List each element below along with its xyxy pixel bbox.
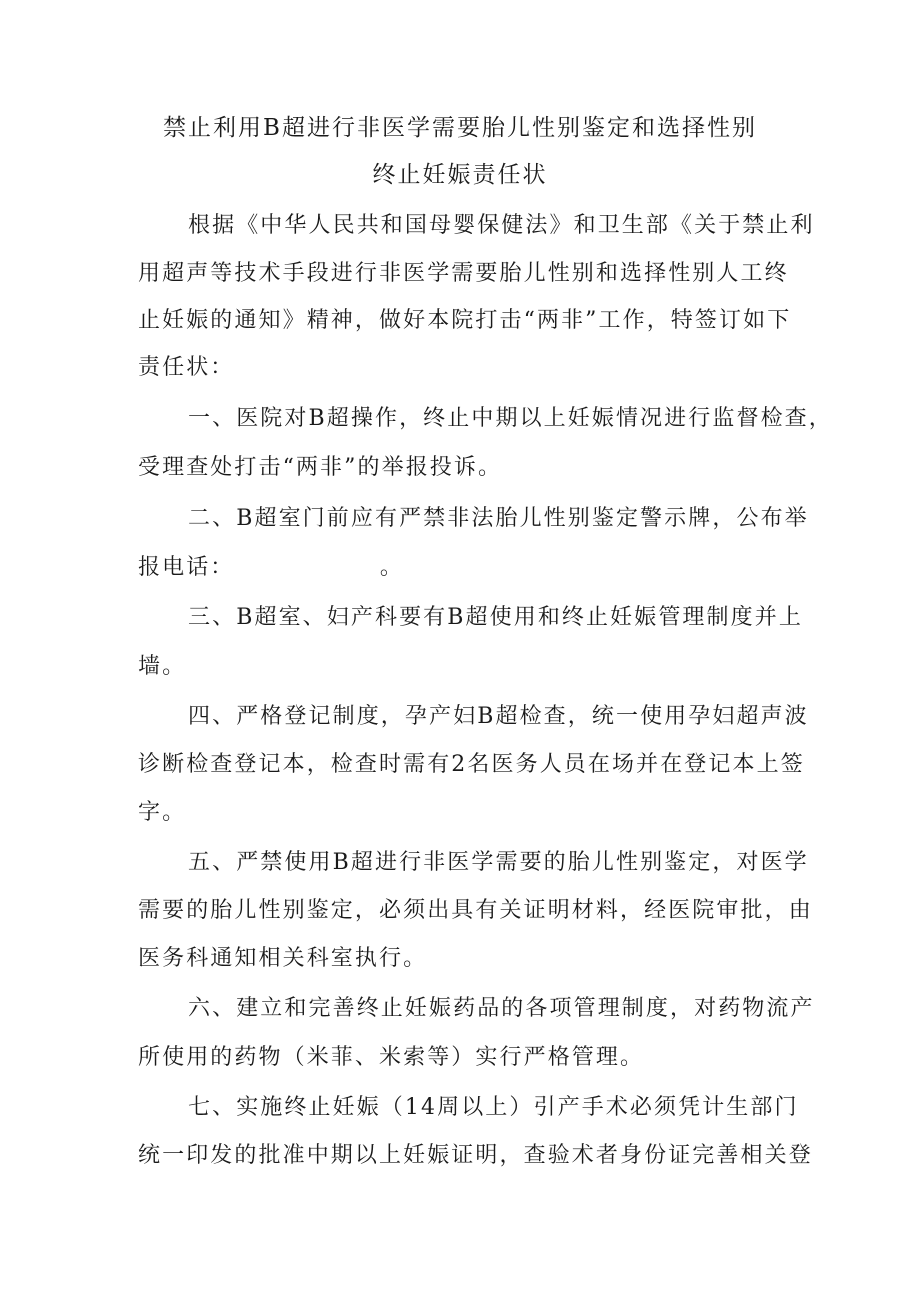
item1-line-2: 受理查处打击“两非”的举报投诉。 — [138, 455, 503, 480]
item1-line-1: 一、医院对B超操作，终止中期以上妊娠情况进行监督检查， — [188, 406, 833, 431]
item6-line-1: 六、建立和完善终止妊娠药品的各项管理制度，对药物流产 — [188, 996, 815, 1021]
item3-line-1: 三、B超室、妇产科要有B超使用和终止妊娠管理制度并上 — [188, 605, 803, 630]
item2-line-1: 二、B超室门前应有严禁非法胎儿性别鉴定警示牌，公布举 — [188, 506, 809, 531]
intro-line-1: 根据《中华人民共和国母婴保健法》和卫生部《关于禁止利 — [188, 213, 815, 238]
intro-line-3: 止妊娠的通知》精神，做好本院打击“两非”工作，特签订如下 — [138, 308, 792, 333]
item4-line-1: 四、严格登记制度，孕产妇B超检查，统一使用孕妇超声波 — [188, 704, 809, 729]
item7-line-1: 七、实施终止妊娠（14周以上）引产手术必须凭计生部门 — [188, 1095, 799, 1120]
intro-line-2: 用超声等技术手段进行非医学需要胎儿性别和选择性别人工终 — [138, 261, 789, 286]
item5-line-2: 需要的胎儿性别鉴定，必须出具有关证明材料，经医院审批，由 — [138, 898, 813, 923]
item7-line-2: 统一印发的批准中期以上妊娠证明，查验术者身份证完善相关登 — [138, 1143, 813, 1168]
document-title-line-2: 终止妊娠责任状 — [372, 162, 548, 188]
item5-line-3: 医务科通知相关科室执行。 — [138, 946, 428, 971]
document-title-line-1: 禁止利用B超进行非医学需要胎儿性别鉴定和选择性别 — [163, 115, 757, 141]
item3-line-2: 墙。 — [138, 654, 187, 679]
item4-line-3: 字。 — [138, 800, 187, 825]
item5-line-1: 五、严禁使用B超进行非医学需要的胎儿性别鉴定，对医学 — [188, 850, 809, 875]
intro-line-4: 责任状： — [138, 355, 235, 380]
item6-line-2: 所使用的药物（米菲、米索等）实行严格管理。 — [138, 1045, 645, 1070]
item4-line-2: 诊断检查登记本，检查时需有2名医务人员在场并在登记本上签 — [138, 752, 805, 777]
item2-line-2: 报电话： 。 — [138, 555, 404, 580]
